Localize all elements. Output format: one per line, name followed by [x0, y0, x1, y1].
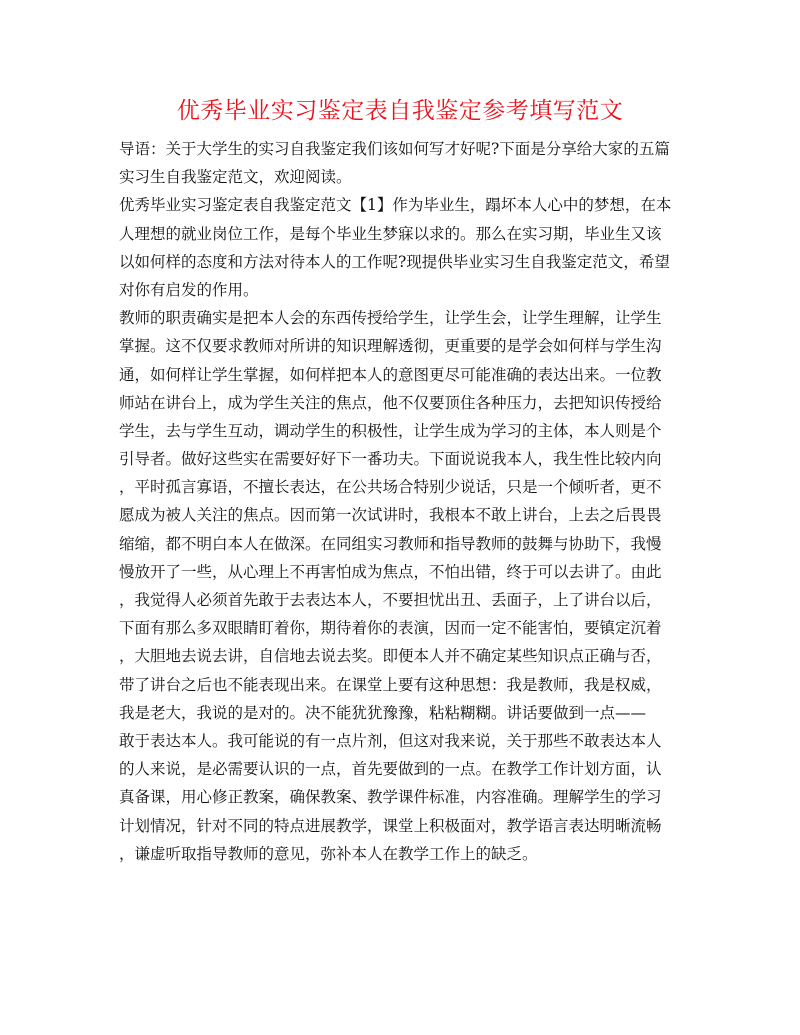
text-line: 缩缩，都不明白本人在做深。在同组实习教师和指导教师的鼓舞与协助下，我慢	[119, 534, 662, 553]
text-line: 带了讲台之后也不能表现出来。在课堂上要有这种思想：我是教师，我是权威，	[119, 675, 662, 694]
text-line: 人理想的就业岗位工作，是每个毕业生梦寐以求的。那么在实习期，毕业生又该	[119, 224, 662, 243]
text-line: 真备课，用心修正教案，确保教案、教学课件标准，内容准确。理解学生的学习	[119, 788, 662, 807]
document-title: 优秀毕业实习鉴定表自我鉴定参考填写范文	[176, 98, 624, 124]
text-line: 愿成为被人关注的焦点。因而第一次试讲时，我根本不敢上讲台，上去之后畏畏	[119, 506, 662, 525]
text-line: 下面有那么多双眼睛盯着你，期待着你的表演，因而一定不能害怕，要镇定沉着	[119, 619, 662, 638]
text-line: 优秀毕业实习鉴定表自我鉴定范文【1】作为毕业生，蹋坏本人心中的梦想，在本	[119, 196, 672, 215]
text-line: 以如何样的态度和方法对待本人的工作呢?现提供毕业实习生自我鉴定范文，希望	[119, 252, 670, 271]
text-line: ，平时孤言寡语，不擅长表达，在公共场合特别少说话，只是一个倾听者，更不	[119, 478, 662, 497]
text-line: 的人来说，是必需要认识的一点，首先要做到的一点。在教学工作计划方面，认	[119, 760, 662, 779]
text-line: 敢于表达本人。我可能说的有一点片剂，但这对我来说，关于那些不敢表达本人	[119, 731, 662, 750]
text-line: ，谦虚听取指导教师的意见，弥补本人在教学工作上的缺乏。	[119, 844, 538, 863]
text-line: 实习生自我鉴定范文，欢迎阅读。	[119, 168, 352, 187]
text-line: 通，如何样让学生掌握，如何样把本人的意图更尽可能准确的表达出来。一位教	[119, 365, 662, 384]
text-line: 对你有启发的作用。	[119, 280, 259, 299]
text-line: ，我觉得人必须首先敢于去表达本人，不要担忧出丑、丢面子，上了讲台以后，	[119, 591, 662, 609]
text-line: 掌握。这不仅要求教师对所讲的知识理解透彻，更重要的是学会如何样与学生沟	[119, 337, 662, 356]
text-line: 学生，去与学生互动，调动学生的积极性，让学生成为学习的主体，本人则是个	[119, 421, 662, 440]
text-line: 慢放开了一些，从心理上不再害怕成为焦点，不怕出错，终于可以去讲了。由此	[119, 562, 662, 581]
text-line: 我是老大，我说的是对的。决不能犹犹豫豫，粘粘糊糊。讲话要做到一点——	[119, 703, 647, 722]
text-line: 教师的职责确实是把本人会的东西传授给学生，让学生会，让学生理解，让学生	[119, 309, 662, 328]
document-body	[119, 135, 689, 868]
text-line: 导语：关于大学生的实习自我鉴定我们该如何写才好呢?下面是分享给大家的五篇	[119, 140, 670, 158]
text-line: ，大胆地去说去讲，自信地去说去奖。即便本人并不确定某些知识点正确与否，	[119, 647, 662, 666]
text-line: 计划情况，针对不同的特点进展教学，课堂上积极面对，教学语言表达明晰流畅	[119, 816, 662, 835]
text-line: 师站在讲台上，成为学生关注的焦点，他不仅要顶住各种压力，去把知识传授给	[119, 393, 662, 412]
text-line: 引导者。做好这些实在需要好好下一番功夫。下面说说我本人，我生性比较内向	[119, 450, 662, 469]
